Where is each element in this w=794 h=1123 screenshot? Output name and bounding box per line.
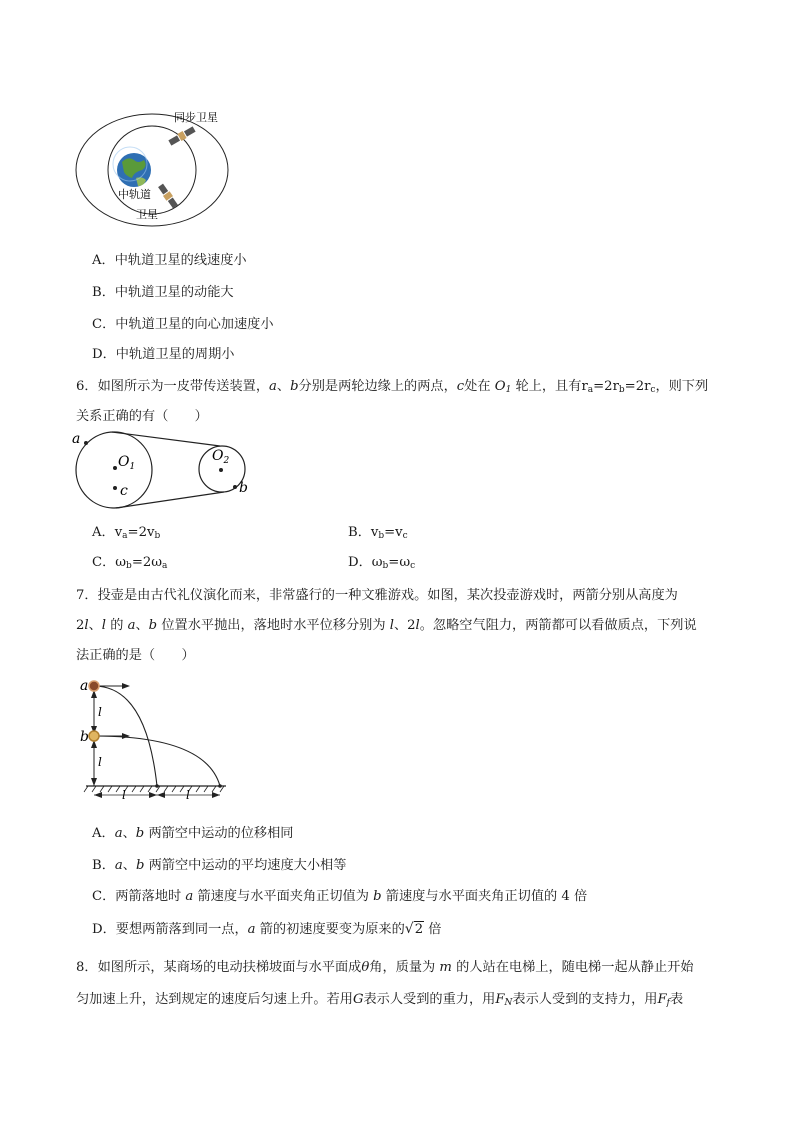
label-l-right: l bbox=[186, 788, 190, 802]
label-mid-orbit-1: 中轨道 bbox=[118, 188, 151, 201]
q7-stem-line2: 2l、l 的 a、b 位置水平抛出，落地时水平位移分别为 l、2l。忽略空气阻力，两箭都可以看做质点，下列说 bbox=[76, 618, 697, 633]
mid-satellite-icon bbox=[157, 183, 178, 209]
q6-stem-line2: 关系正确的有（ ） bbox=[76, 409, 208, 424]
q5-option-a: A．中轨道卫星的线速度小 bbox=[92, 253, 247, 268]
orbit-figure bbox=[70, 104, 240, 228]
q7-option-d: D．要想两箭落到同一点，a 箭的初速度要变为原来的√2 倍 bbox=[92, 921, 442, 937]
label-b: b bbox=[239, 480, 248, 496]
q5-option-c: C．中轨道卫星的向心加速度小 bbox=[92, 317, 274, 332]
label-mid-orbit-2: 卫星 bbox=[136, 208, 158, 221]
q6-option-b: B．$v_b=v_c$ bbox=[348, 525, 408, 541]
trajectory-b bbox=[94, 736, 220, 786]
q7-option-c: C．两箭落地时 a 箭速度与水平面夹角正切值为 b 箭速度与水平面夹角正切值的 4 倍 bbox=[92, 889, 588, 904]
label-o1: $O_1$ bbox=[118, 454, 136, 472]
ball-b-icon bbox=[89, 731, 99, 741]
q5-option-d: D．中轨道卫星的周期小 bbox=[92, 347, 235, 362]
point-b-dot bbox=[233, 485, 237, 489]
label-b: b bbox=[80, 729, 89, 745]
q7-stem-line3: 法正确的是（ ） bbox=[76, 648, 195, 663]
point-a-dot bbox=[84, 441, 88, 445]
label-a: a bbox=[80, 678, 89, 694]
q6-option-a: A．$v_a=2v_b$ bbox=[92, 525, 161, 541]
belt-pulley-figure bbox=[68, 426, 258, 514]
label-l-left: l bbox=[122, 788, 126, 802]
q7-stem-line1: 7．投壶是由古代礼仪演化而来，非常盛行的一种文雅游戏。如图，某次投壶游戏时，两箭分别从高度为 bbox=[76, 588, 678, 603]
label-a: a bbox=[72, 431, 81, 447]
point-o1-dot bbox=[113, 466, 117, 470]
q7-option-a: A．a、b 两箭空中运动的位移相同 bbox=[92, 826, 294, 841]
label-l-upper: l bbox=[98, 705, 102, 719]
q6-stem-line1: 6．如图所示为一皮带传送装置，a、b分别是两轮边缘上的两点，c处在 $O_1$ 轮上，且有$r_a=2r_b=2r_c$，则下列 bbox=[76, 379, 709, 395]
q5-option-b: B．中轨道卫星的动能大 bbox=[92, 285, 234, 300]
ball-a-icon bbox=[89, 681, 99, 691]
q8-stem-line2: 匀加速上升，达到规定的速度后匀速上升。若用G表示人受到的重力，用$F_N$表示人受到的支持力，用$F_f$表 bbox=[76, 992, 684, 1008]
q8-stem-line1: 8．如图所示，某商场的电动扶梯坡面与水平面成θ角，质量为 m 的人站在电梯上，随电梯一起从静止开始 bbox=[76, 960, 694, 975]
sqrt-symbol: √ bbox=[404, 921, 414, 937]
belt-bottom bbox=[116, 492, 224, 508]
point-o2-dot bbox=[219, 468, 223, 472]
projectile-figure bbox=[76, 674, 246, 804]
label-l-lower: l bbox=[98, 755, 102, 769]
point-c-dot bbox=[113, 486, 117, 490]
belt-top bbox=[112, 432, 220, 446]
sync-satellite-icon bbox=[168, 126, 196, 147]
q6-option-c: C．$\omega_b=2\omega_a$ bbox=[92, 555, 168, 571]
q6-option-d: D．$\omega_b=\omega_c$ bbox=[348, 555, 416, 571]
q7-option-b: B．a、b 两箭空中运动的平均速度大小相等 bbox=[92, 858, 347, 873]
label-o2: $O_2$ bbox=[212, 448, 230, 466]
earth-icon bbox=[113, 147, 151, 187]
label-sync-satellite: 同步卫星 bbox=[174, 111, 218, 124]
label-c: c bbox=[120, 483, 128, 499]
